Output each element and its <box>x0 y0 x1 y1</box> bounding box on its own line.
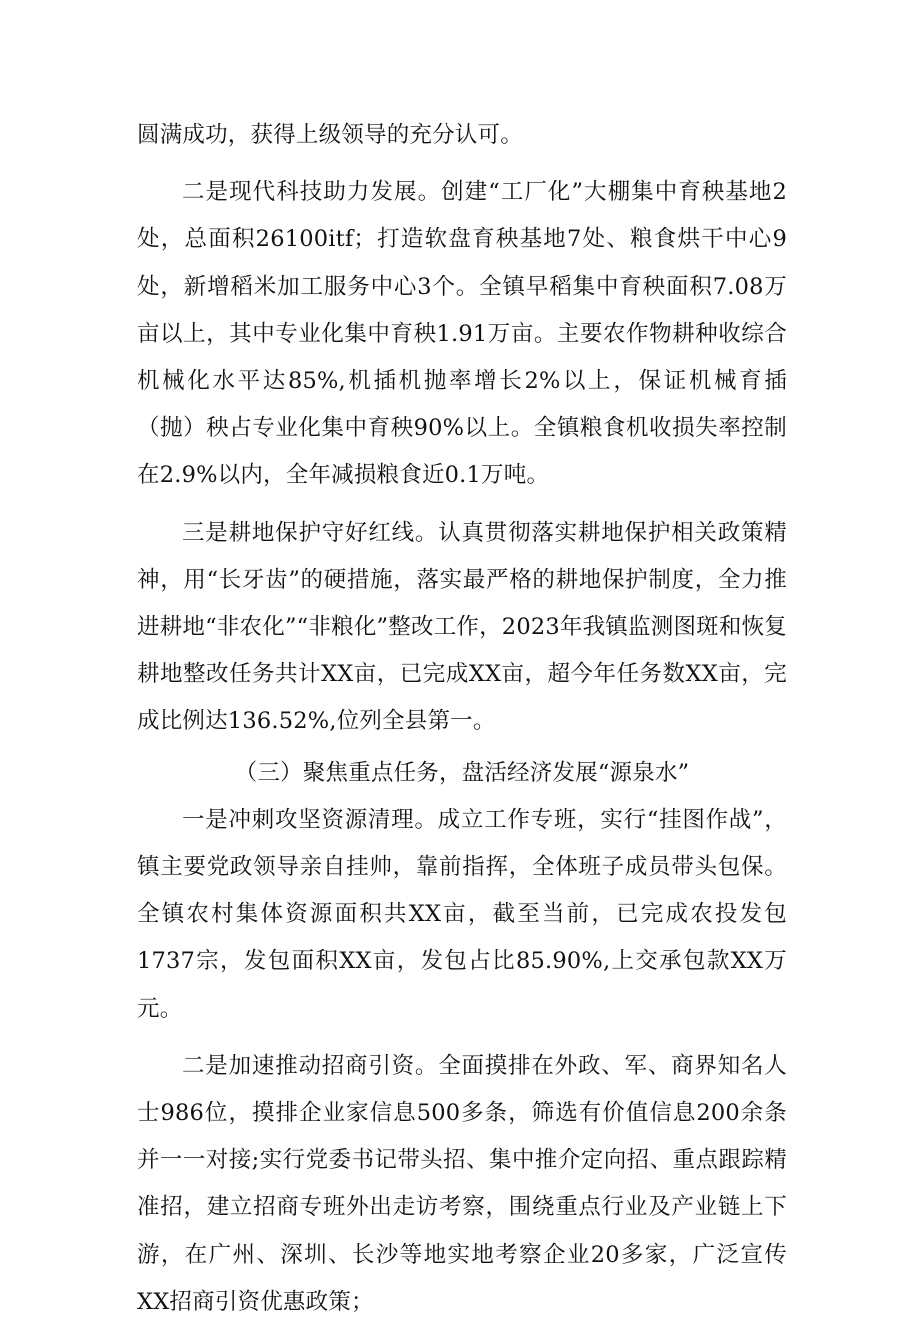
paragraph-technology: 二是现代科技助力发展。创建“工厂化”大棚集中育秧基地2处，总面积26100itf；打造软盘育秧基地7处、粮食烘干中心9处，新增稻米加工服务中心3个。全镇早稻集中育秧面积7.08万亩以上，其中专业化集中育秧1.91万亩。主要农作物耕种收综合机械化水平达85%,机插机抛率增长2%以上，保证机械育插（抛）秧占专业化集中育秧90%以上。全镇粮食机收损失率控制在2.9%以内，全年减损粮食近0.1万吨。 <box>137 179 787 489</box>
section-heading: （三）聚焦重点任务，盘活经济发展“源泉水” <box>234 759 690 786</box>
paragraph-farmland-protection: 三是耕地保护守好红线。认真贯彻落实耕地保护相关政策精神，用“长牙齿”的硬措施，落实最严格的耕地保护制度，全力推进耕地“非农化”“非粮化”整改工作，2023年我镇监测图斑和恢复耕地整改任务共计XX亩，已完成XX亩，超今年任务数XX亩，完成比例达136.52%,位列全县第一。 <box>137 519 788 735</box>
paragraph-investment: 二是加速推动招商引资。全面摸排在外政、军、商界知名人士986位，摸排企业家信息500多条，筛选有价值信息200余条并一一对接;实行党委书记带头招、集中推介定向招、重点跟踪精准招，建立招商专班外出走访考察，围绕重点行业及产业链上下游，在广州、深圳、长沙等地实地考察企业20多家，广泛宣传XX招商引资优惠政策； <box>137 1052 787 1315</box>
document-body <box>137 112 787 1326</box>
paragraph-continuation: 圆满成功，获得上级领导的充分认可。 <box>137 122 523 148</box>
paragraph-resource-cleanup: 一是冲刺攻坚资源清理。成立工作专班，实行“挂图作战”，镇主要党政领导亲自挂帅，靠前指挥，全体班子成员带头包保。全镇农村集体资源面积共XX亩，截至当前，已完成农投发包1737宗，发包面积XX亩，发包占比85.90%,上交承包款XX万元。 <box>137 806 787 1022</box>
paragraph-gap <box>137 1033 787 1043</box>
paragraph-gap <box>137 159 787 169</box>
paragraph-gap <box>137 500 787 510</box>
